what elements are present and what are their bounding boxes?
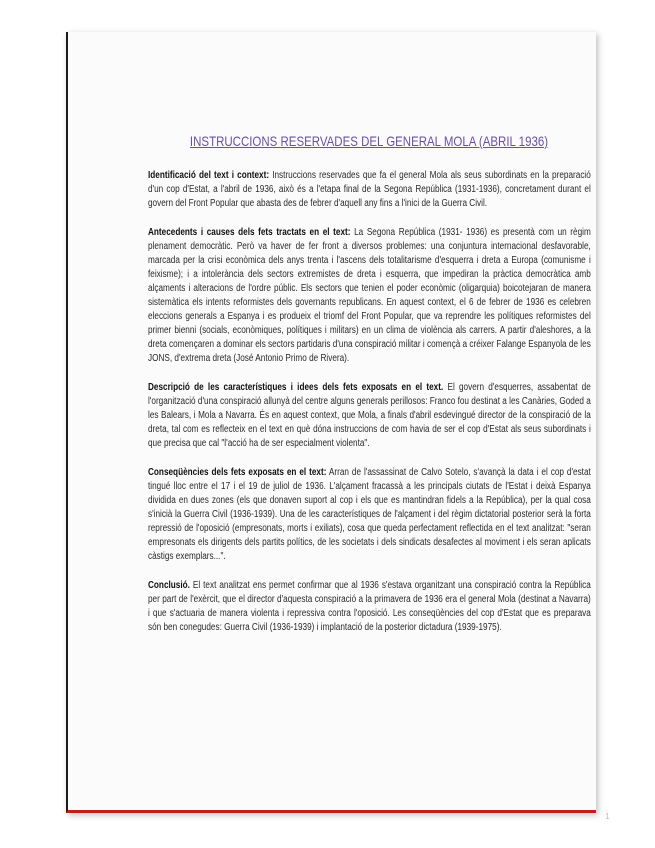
section-conclusion xyxy=(148,579,591,635)
section-antecedents xyxy=(148,226,591,366)
page-number: 1 xyxy=(605,812,610,821)
section-text: El text analitzat ens permet confirmar que al 1936 s'estava organitzant una conspiració contra la República per part de l'exèrcit, que el director d'aquesta conspiració a la primavera de 1936 era el general Mola (destinat a Navarra) i que s'actuaria de manera violenta i repressiva contra l'oposició. Les conseqüències del cop d'Estat que es preparava són ben conegudes: Guerra Civil (1936-1939) i implantació de la posterior dictadura (1939-1975). xyxy=(148,580,591,633)
section-heading: Conseqüències dels fets exposats en el text: xyxy=(148,467,327,478)
section-text: El govern d'esquerres, assabentat de l'organització d'una conspiració allunyà del centre alguns generals perillosos: Franco fou destinat a les Canàries, Goded a les Balears, i Mola a Navarra. És en aquest context, que Mola, a finals d'abril esdevingué director de la conspiració de la dreta, tal com es reflecteix en el text en què dóna instruccions de com havia de ser el cop d'Estat als seus subordinats i que precisa que cal "l'acció ha de ser especialment violenta". xyxy=(148,382,591,449)
section-consequences xyxy=(148,466,591,564)
section-text: Arran de l'assassinat de Calvo Sotelo, s'avançà la data i el cop d'estat tingué lloc entre el 17 i el 19 de juliol de 1936. L'alçament fracassà a les principals ciutats de l'Estat i deixà Espanya dividida en dues zones (els que donaven suport al cop i els que es mantindran fidels a la República), per la qual cosa s'inicià la Guerra Civil (1936-1939). Una de les característiques de l'alçament i del règim dictatorial posterior serà la forta repressió de l'oposició (empresonats, morts i exiliats), cosa que queda perfectament reflectida en el text analitzat: "seran empresonats els dirigents dels partits polítics, de les societats i dels sindicats desafectes al moviment i els seran aplicats càstigs exemplars...". xyxy=(148,467,591,562)
document-page xyxy=(66,32,610,821)
section-heading: Identificació del text i context: xyxy=(148,170,270,181)
section-heading: Conclusió. xyxy=(148,580,190,591)
document-content xyxy=(148,133,590,650)
section-identification xyxy=(148,169,591,211)
section-heading: Antecedents i causes dels fets tractats en el text: xyxy=(148,227,351,238)
document-title: INSTRUCCIONS RESERVADES DEL GENERAL MOLA (ABRIL 1936) xyxy=(189,133,549,149)
section-text: Instruccions reservades que fa el general Mola als seus subordinats en la preparació d'un cop d'Estat, a l'abril de 1936, això és a l'etapa final de la Segona República (1931-1936), concretament durant el govern del Front Popular que abasta des de febrer d'aquell any fins a l'inici de la Guerra Civil. xyxy=(148,170,591,209)
section-heading: Descripció de les característiques i idees dels fets exposats en el text. xyxy=(148,382,444,393)
section-description xyxy=(148,381,591,451)
section-text: La Segona República (1931- 1936) es presentà com un règim plenament democràtic. Però va haver de fer front a diversos problemes: una conjuntura internacional desfavorable, marcada per la crisi econòmica dels anys trenta i l'ascens dels totalitarisme d'esquerra i dreta a Europa (comunisme i feixisme); i a intolerància dels sectors extremistes de dreta i esquerra, que impediran la pràctica democràtica amb alçaments i alteracions de l'ordre públic. Els sectors que tenien el poder econòmic (oligarquia) boicotejaran de manera sistemàtica els intents reformistes dels governants republicans. En aquest context, el 6 de febrer de 1936 es celebren eleccions generals a Espanya i es produeix el triomf del Front Popular, que va reprendre les polítiques reformistes del primer bienni (socials, econòmiques, polítiques i militars) en un clima de violència als carrers. A partir d'aleshores, a la dreta començaren a dominar els sectors partidaris d'una conspiració militar i començà a créixer Falange Espanyola de les JONS, d'extrema dreta (José Antonio Primo de Rivera). xyxy=(148,227,591,364)
